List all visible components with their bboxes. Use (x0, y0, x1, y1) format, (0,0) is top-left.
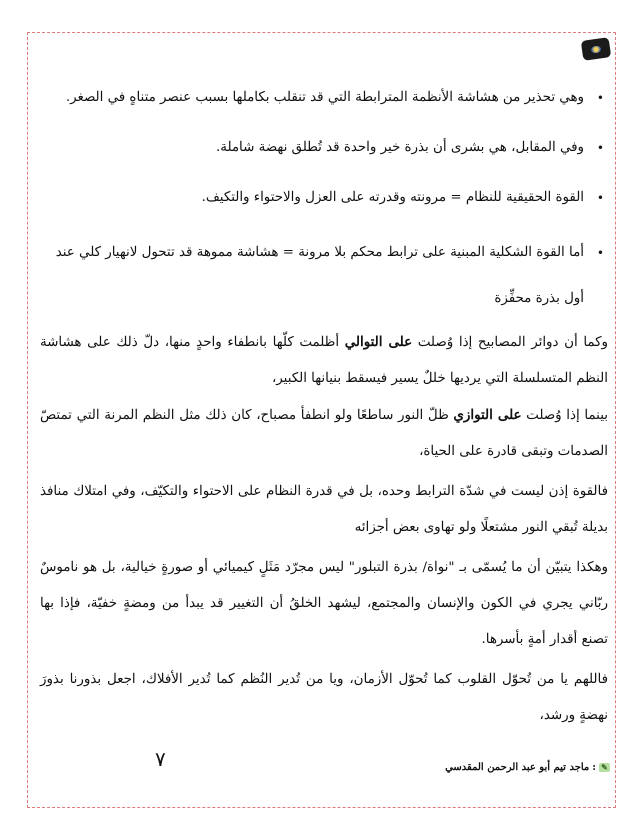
bullet-item: • وفي المقابل، هي بشرى أن بذرة خير واحدة قد تُطلق نهضة شاملة. (40, 130, 608, 166)
bullet-item: • وهي تحذير من هشاشة الأنظمة المترابطة التي قد تنقلب بكاملها بسبب عنصر متناهٍ في الصغر. (40, 80, 608, 116)
author-prefix: : (592, 762, 596, 773)
paragraph-strength: فالقوة إذن ليست في شدّة الترابط وحده، بل في قدرة النظام على الاحتواء والتكيّف، وفي امتلاك منافذ بديلة تُبقي النور مشتعلًا ولو تهاوى بعض أجزائه (40, 484, 608, 535)
author-signature (445, 762, 610, 773)
paragraph-text: ظلّ النور ساطعًا ولو انطفأ مصباح، كان ذلك مثل النظم المرنة التي تمتصّ الصدمات وتبقى قادرة على الحياة، (40, 408, 608, 459)
paragraph-text: أظلمت كلّها بانطفاء واحدٍ منها، دلّ ذلك على هشاشة النظم المتسلسلة التي يرديها خللٌ يسير فيسقط بنيانها الكبير، (40, 335, 608, 386)
paragraph-text: بينما إذا وُصلت (521, 408, 608, 423)
page-number: ٧ (155, 747, 166, 771)
paragraph-parallel-circuit (40, 397, 608, 470)
emblem-center (591, 45, 602, 53)
paragraph-prayer: فاللهم يا من تُحوّل القلوب كما تُحوّل الأزمان، ويا من تُدير النُظم كما تُدير الأفلاك، اجعل بذورنا بذورَ نهضةٍ ورشد، (40, 672, 608, 723)
bullet-item: • أما القوة الشكلية المبنية على ترابط محكم بلا مرونة = هشاشة مموهة قد تتحول لانهيار كلي عند أول بذرة محفِّزة (40, 230, 608, 322)
paragraph-text: وكما أن دوائر المصابيح إذا وُصلت (412, 335, 609, 350)
author-name: ماجد تيم أبو عبد الرحمن المقدسي (445, 762, 590, 773)
bullet-item: • القوة الحقيقية للنظام = مرونته وقدرته على العزل والاحتواء والتكيف. (40, 180, 608, 216)
bullet-list (40, 80, 608, 322)
bold-term-series: على التوالي (344, 334, 413, 350)
page-content (40, 80, 608, 734)
bold-term-parallel: على التوازي (453, 407, 522, 423)
emblem-logo-icon (581, 37, 612, 61)
pen-icon: ✎ (599, 763, 610, 772)
paragraph-series-circuit (40, 324, 608, 397)
paragraph-nucleation: وهكذا يتبيّن أن ما يُسمّى بـ "نواة/ بذرة التبلور" ليس مجرّد مَثَلٍ كيميائي أو صورةٍ خيالية، بل هو ناموسٌ ربّاني يجري في الكون والإنسان والمجتمع، ليشهد الخلقُ أن التغيير قد يبدأ من ومضةٍ خفيّة، فإذا بها تصنع أقدار أمةٍ بأسرها. (40, 560, 608, 647)
